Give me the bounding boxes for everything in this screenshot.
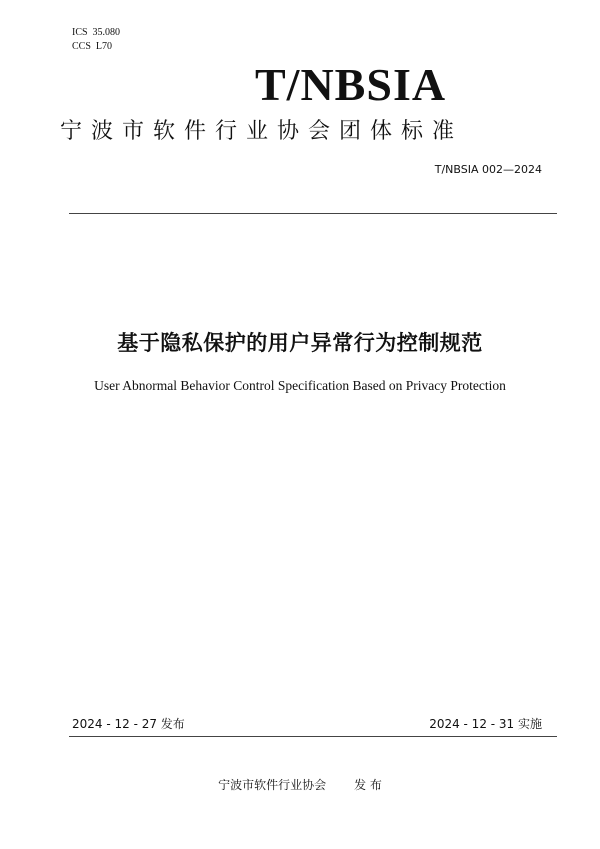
org-standard-title: 宁波市软件行业协会团体标准 <box>60 119 464 144</box>
standard-number: T/NBSIA 002—2024 <box>434 163 542 176</box>
bottom-divider <box>69 736 557 737</box>
publisher-name: 宁波市软件行业协会 <box>218 778 327 792</box>
publish-action: 发 布 <box>354 778 382 792</box>
ccs-code: CCS L70 <box>72 41 113 52</box>
ics-code: ICS 35.080 <box>72 27 121 38</box>
publisher-line <box>0 776 600 793</box>
classification-codes <box>72 26 120 54</box>
top-divider <box>69 213 557 214</box>
document-title-chinese: 基于隐私保护的用户异常行为控制规范 <box>117 331 483 355</box>
publish-date: 2024 - 12 - 27 发布 <box>72 717 185 731</box>
implement-date: 2024 - 12 - 31 实施 <box>429 717 542 731</box>
document-title-english: User Abnormal Behavior Control Specification Based on Privacy Protection <box>94 378 506 393</box>
standard-logo: T/NBSIA <box>255 59 447 110</box>
